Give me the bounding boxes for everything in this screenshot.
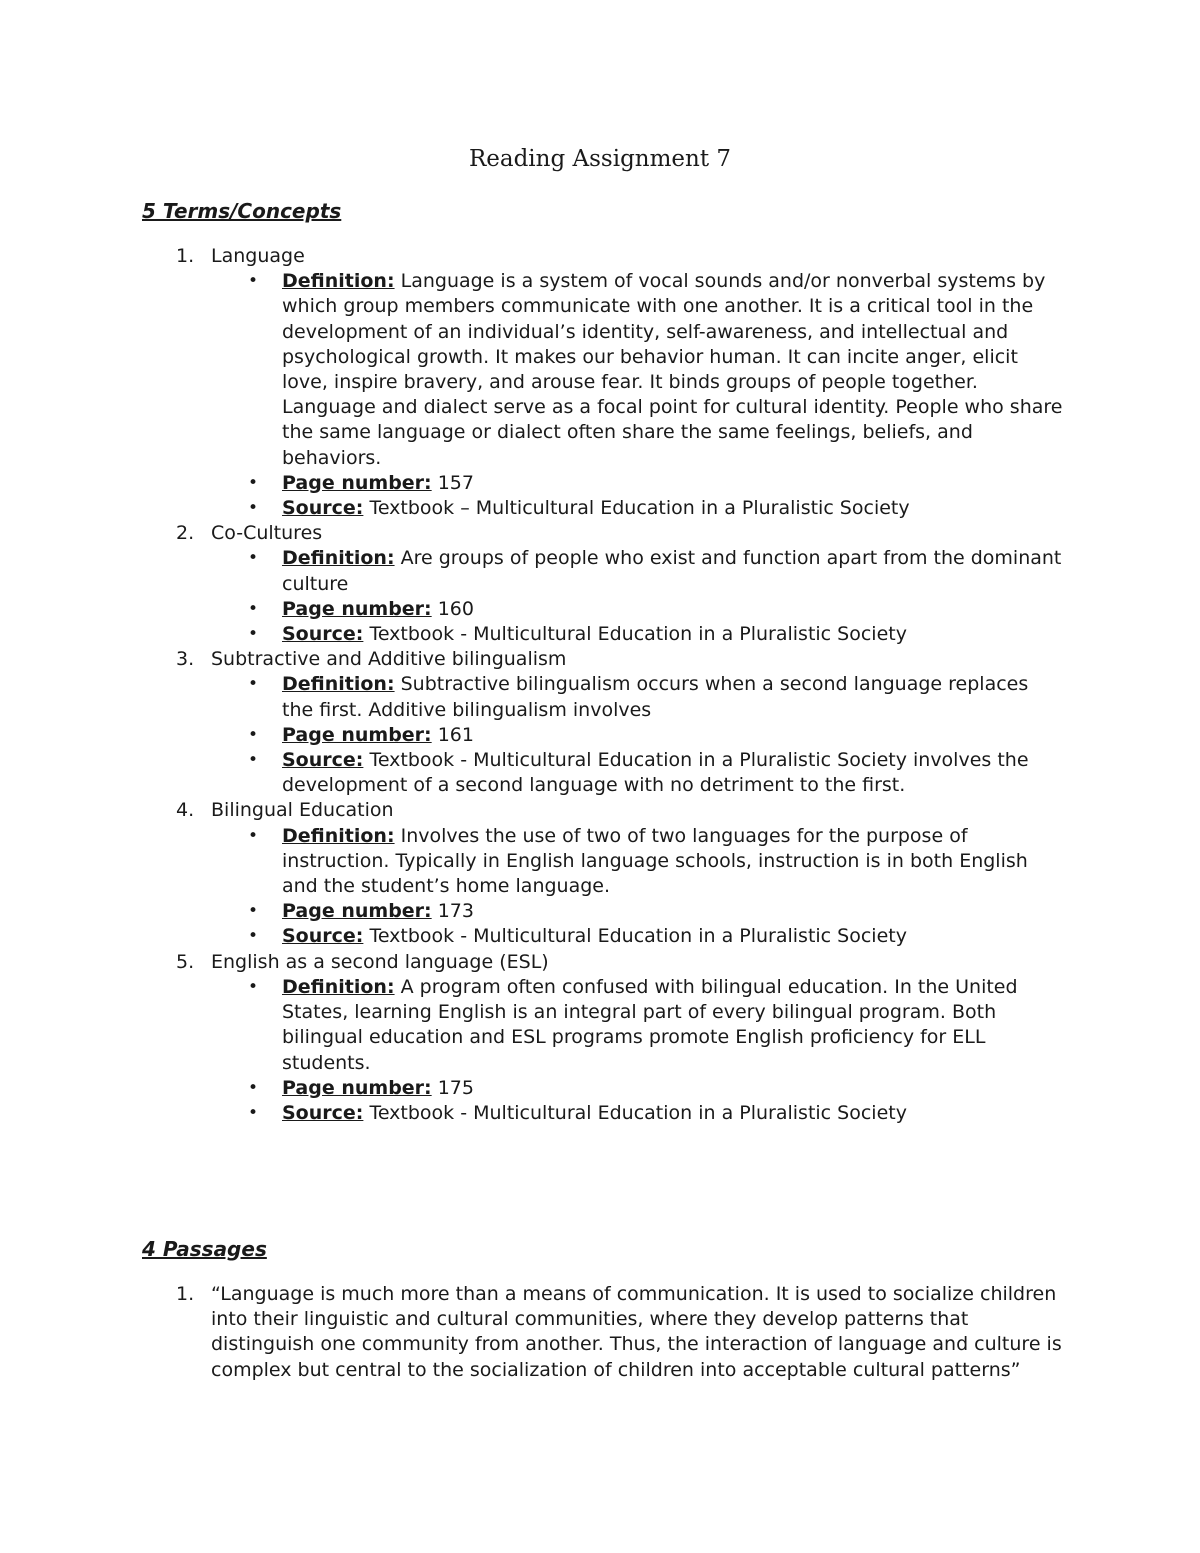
term-item <box>0 244 1200 521</box>
term-number: 2. <box>176 522 195 545</box>
definition-text: Subtractive bilingualism occurs when a second language replaces the first. Additive bilingualism involves <box>282 673 1029 721</box>
definition-text: Language is a system of vocal sounds and/or nonverbal systems by which group members communicate with one another. It is a critical tool in the development of an individual’s identity, self-awareness, and intellectual and psychological growth. It makes our behavior human. It can incite anger, elicit love, inspire bravery, and arouse fear. It binds groups of people together. Language and dialect serve as a focal point for cultural identity. People who share the same language or dialect often share the same feelings, beliefs, and behaviors. <box>282 270 1063 469</box>
source-text: Textbook - Multicultural Education in a Pluralistic Society involves the development of a second language with no detriment to the first. <box>282 749 1029 797</box>
page-number-label: Page number: <box>282 900 432 923</box>
definition-label: Definition: <box>282 270 395 293</box>
term-page-number <box>211 723 1065 748</box>
terms-list <box>0 244 1200 1126</box>
term-number: 3. <box>176 648 195 671</box>
page-number-value: 175 <box>437 1076 474 1099</box>
term-page-number <box>211 899 1065 924</box>
source-text: Textbook – Multicultural Education in a Pluralistic Society <box>369 497 910 520</box>
page-number-value: 157 <box>437 471 474 494</box>
source-text: Textbook - Multicultural Education in a Pluralistic Society <box>369 925 907 948</box>
term-source <box>211 748 1065 798</box>
page-number-label: Page number: <box>282 597 432 620</box>
definition-text: Involves the use of two of two languages for the purpose of instruction. Typically in English language schools, instruction is in both English and the student’s home language. <box>282 824 1028 898</box>
term-page-number <box>211 597 1065 622</box>
term-number: 1. <box>176 245 195 267</box>
term-name: Co-Cultures <box>211 522 323 545</box>
term-item <box>0 950 1200 1126</box>
terms-heading: 5 Terms/Concepts <box>142 199 342 223</box>
bullet-icon: • <box>248 548 259 569</box>
bullet-icon: • <box>248 1077 259 1098</box>
term-definition <box>211 672 1065 722</box>
source-text: Textbook - Multicultural Education in a Pluralistic Society <box>369 623 907 646</box>
term-source <box>211 622 1065 647</box>
bullet-icon: • <box>248 724 259 745</box>
bullet-icon: • <box>248 674 259 695</box>
definition-text: Are groups of people who exist and function apart from the dominant culture <box>282 547 1062 595</box>
term-name: Subtractive and Additive bilingualism <box>211 648 567 671</box>
term-item <box>0 798 1200 949</box>
passage-text: “Language is much more than a means of communication. It is used to socialize children into their linguistic and cultural communities, where they develop patterns that distinguish one community from another. Thus, the interaction of language and culture is complex but central to the socialization of children into acceptable cultural patterns” <box>211 1283 1062 1381</box>
bullet-icon: • <box>248 498 259 519</box>
bullet-icon: • <box>248 750 259 771</box>
source-text: Textbook - Multicultural Education in a Pluralistic Society <box>369 1101 907 1124</box>
term-source <box>211 924 1065 949</box>
term-number: 5. <box>176 950 195 973</box>
bullet-icon: • <box>248 901 259 922</box>
page-number-value: 160 <box>437 597 474 620</box>
page-title: Reading Assignment 7 <box>468 146 732 172</box>
bullet-icon: • <box>248 926 259 947</box>
term-details <box>211 269 1065 521</box>
bullet-icon: • <box>248 976 259 997</box>
term-page-number <box>211 1076 1065 1101</box>
definition-label: Definition: <box>282 975 395 998</box>
bullet-icon: • <box>248 624 259 645</box>
term-page-number <box>211 471 1065 496</box>
term-details <box>211 975 1065 1126</box>
term-source <box>211 1101 1065 1126</box>
passage-number: 1. <box>176 1283 195 1305</box>
bullet-icon: • <box>248 1102 259 1123</box>
source-label: Source: <box>282 1101 364 1124</box>
source-label: Source: <box>282 623 364 646</box>
term-definition <box>211 824 1065 900</box>
source-label: Source: <box>282 925 364 948</box>
term-details <box>211 546 1065 647</box>
term-item <box>0 521 1200 647</box>
term-name: Language <box>211 245 305 267</box>
passages-list <box>0 1282 1200 1383</box>
term-details <box>211 824 1065 950</box>
definition-label: Definition: <box>282 547 395 570</box>
bullet-icon: • <box>248 598 259 619</box>
bullet-icon: • <box>248 271 259 292</box>
source-label: Source: <box>282 749 364 772</box>
term-name: Bilingual Education <box>211 799 394 822</box>
passages-heading: 4 Passages <box>142 1237 267 1261</box>
page-number-value: 161 <box>437 723 474 746</box>
term-number: 4. <box>176 799 195 822</box>
passage-item <box>0 1282 1200 1383</box>
term-details <box>211 672 1065 798</box>
definition-label: Definition: <box>282 673 395 696</box>
definition-label: Definition: <box>282 824 395 847</box>
term-definition <box>211 269 1065 471</box>
bullet-icon: • <box>248 825 259 846</box>
term-definition <box>211 975 1065 1076</box>
term-item <box>0 647 1200 798</box>
definition-text: A program often confused with bilingual education. In the United States, learning English is an integral part of every bilingual program. Both bilingual education and ESL programs promote English proficiency for ELL students. <box>282 975 1018 1074</box>
term-source <box>211 496 1065 521</box>
term-definition <box>211 546 1065 596</box>
bullet-icon: • <box>248 472 259 493</box>
page-number-label: Page number: <box>282 1076 432 1099</box>
source-label: Source: <box>282 497 364 520</box>
page-number-value: 173 <box>437 900 474 923</box>
term-name: English as a second language (ESL) <box>211 950 549 973</box>
page-number-label: Page number: <box>282 723 432 746</box>
page-number-label: Page number: <box>282 471 432 494</box>
